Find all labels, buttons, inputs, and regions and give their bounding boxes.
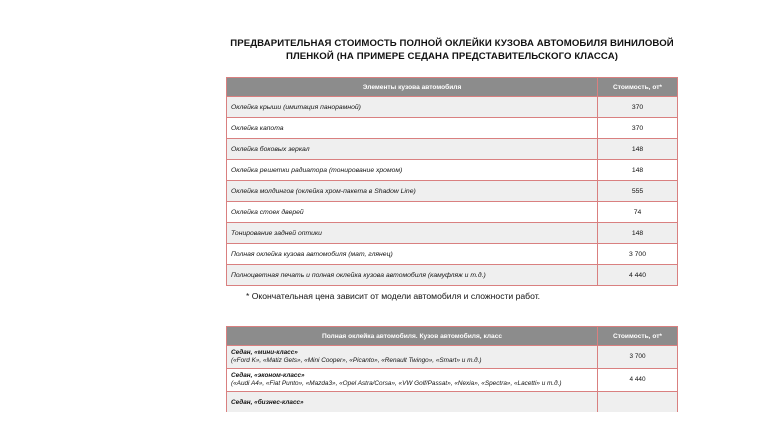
column-header-class: Полная оклейка автомобиля. Кузов автомобиля, класс <box>227 327 598 346</box>
row-price: 3 700 <box>598 346 678 369</box>
row-class <box>227 346 598 369</box>
row-item: Оклейка боковых зеркал <box>227 139 598 160</box>
row-price: 74 <box>598 202 678 223</box>
table-row <box>227 244 678 265</box>
row-price: 148 <box>598 160 678 181</box>
table-row <box>227 118 678 139</box>
row-price: 370 <box>598 118 678 139</box>
row-item: Оклейка капота <box>227 118 598 139</box>
row-price: 148 <box>598 139 678 160</box>
row-item: Полная оклейка кузова автомобиля (мат, глянец) <box>227 244 598 265</box>
column-header-price: Стоимость, от* <box>598 78 678 97</box>
class-name: Седан, «бизнес-класс» <box>231 399 304 406</box>
table-row <box>227 202 678 223</box>
class-examples: («Ford K», «Matiz Gets», «Mini Cooper», «Picanto», «Renault Twingo», «Smart» и т.д.) <box>231 357 482 364</box>
row-item: Оклейка молдингов (оклейка хром-пакета в Shadow Line) <box>227 181 598 202</box>
table-row <box>227 139 678 160</box>
row-item: Полноцветная печать и полная оклейка кузова автомобиля (камуфляж и т.д.) <box>227 265 598 286</box>
row-item: Оклейка крыши (имитация панорамной) <box>227 97 598 118</box>
row-item: Тонирование задней оптики <box>227 223 598 244</box>
table-row <box>227 346 678 369</box>
table-row <box>227 265 678 286</box>
element-price-table <box>226 77 678 286</box>
column-header-element: Элементы кузова автомобиля <box>227 78 598 97</box>
price-footnote: * Окончательная цена зависит от модели автомобиля и сложности работ. <box>246 291 541 301</box>
row-price: 4 440 <box>598 369 678 392</box>
page-title: ПРЕДВАРИТЕЛЬНАЯ СТОИМОСТЬ ПОЛНОЙ ОКЛЕЙКИ КУЗОВА АВТОМОБИЛЯ ВИНИЛОВОЙ ПЛЕНКОЙ (НА ПРИМЕРЕ СЕДАНА ПРЕДСТАВИТЕЛЬСКОГО КЛАССА) <box>230 38 674 62</box>
table-header-row <box>227 327 678 346</box>
class-examples: («Audi A4», «Fiat Punto», «Mazda3», «Opel Astra/Corsa», «VW Golf/Passat», «Nexia», «Spectra», «Lacetti» и т.д.) <box>231 380 562 387</box>
column-header-price: Стоимость, от* <box>598 327 678 346</box>
row-price: 555 <box>598 181 678 202</box>
table-row <box>227 160 678 181</box>
page-cutoff <box>0 412 757 424</box>
table-row <box>227 369 678 392</box>
row-price: 148 <box>598 223 678 244</box>
row-price: 3 700 <box>598 244 678 265</box>
row-price: 370 <box>598 97 678 118</box>
table-row <box>227 181 678 202</box>
row-item: Оклейка решетки радиатора (тонирование хромом) <box>227 160 598 181</box>
class-name: Седан, «мини-класс» <box>231 349 298 356</box>
table-row <box>227 223 678 244</box>
table-header-row <box>227 78 678 97</box>
row-price: 4 440 <box>598 265 678 286</box>
row-item: Оклейка стоек дверей <box>227 202 598 223</box>
row-class <box>227 369 598 392</box>
car-class-price-table <box>226 326 678 415</box>
class-name: Седан, «эконом-класс» <box>231 372 305 379</box>
table-row <box>227 97 678 118</box>
